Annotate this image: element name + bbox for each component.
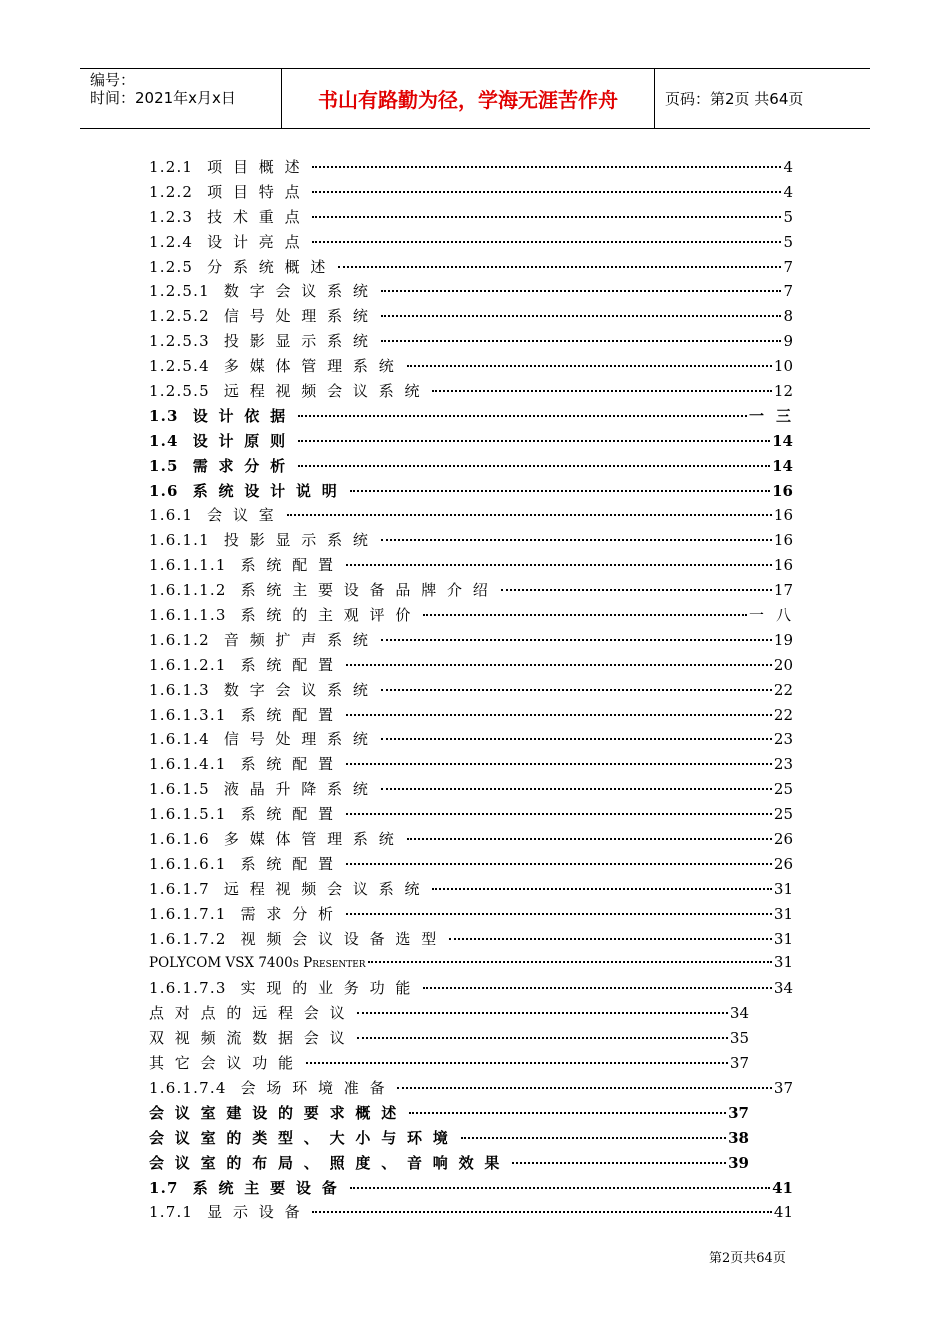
toc-entry[interactable]: [149, 1152, 793, 1177]
toc-entry-text: 系统配置: [240, 805, 344, 824]
toc-entry-page: 39: [728, 1153, 749, 1172]
toc-entry-title: [149, 181, 310, 202]
toc-entry-text: 音频扩声系统: [223, 630, 379, 649]
toc-entry[interactable]: [149, 231, 793, 256]
toc-entry-title: [149, 455, 296, 476]
toc-entry-title: [149, 355, 405, 376]
toc-entry[interactable]: [149, 305, 793, 330]
toc-entry[interactable]: [149, 529, 793, 554]
toc-entry-title: [149, 1152, 510, 1173]
header-meta: [80, 69, 282, 128]
toc-entry[interactable]: [149, 455, 793, 480]
toc-entry-title: [149, 803, 344, 824]
toc-entry-page: 7: [783, 257, 793, 276]
toc-entry[interactable]: [149, 206, 793, 231]
toc-entry-number: 1.7.1: [149, 1203, 194, 1222]
toc-entry[interactable]: [149, 679, 793, 704]
toc-entry[interactable]: [149, 1177, 793, 1202]
toc-entry-page: 31: [773, 879, 793, 898]
toc-entry-title: [149, 928, 447, 949]
header-page-info: 页码：第2页 共64页: [665, 90, 804, 108]
toc-entry-page: 25: [773, 780, 793, 799]
toc-entry-page: 10: [773, 357, 793, 376]
toc-entry-number: 1.2.5.3: [149, 332, 210, 351]
toc-entry-page: 34: [773, 979, 793, 998]
toc-entry-page: 37: [729, 1054, 749, 1073]
toc-entry-title: [149, 529, 379, 550]
toc-entry[interactable]: [149, 181, 793, 206]
toc-entry-title: [149, 206, 310, 227]
toc-entry-number: 1.6.1.1.2: [149, 581, 227, 600]
toc-entry-number: 1.6.1.7: [149, 879, 210, 898]
toc-entry-page: 41: [772, 1178, 793, 1197]
toc-entry-text: 系统配置: [240, 705, 344, 724]
toc-entry-text: 远程视频会议系统: [223, 879, 431, 898]
toc-entry-title: [149, 753, 344, 774]
toc-dot-leader: [397, 1087, 772, 1089]
toc-dot-leader: [312, 1211, 772, 1213]
toc-entry-page: 8: [783, 307, 793, 326]
toc-entry-page: 22: [773, 705, 793, 724]
toc-entry-page: 16: [772, 481, 793, 500]
toc-entry-number: 1.2.5: [149, 257, 194, 276]
toc-entry-title: [149, 256, 336, 277]
toc-entry[interactable]: [149, 753, 793, 778]
toc-entry-text: 数字会议系统: [223, 680, 379, 699]
toc-entry[interactable]: [149, 480, 793, 505]
toc-entry[interactable]: [149, 928, 793, 953]
toc-entry-text: 系统配置: [240, 854, 344, 873]
toc-entry[interactable]: [149, 1127, 793, 1152]
toc-entry-page: 23: [773, 730, 793, 749]
toc-entry-text: 设计依据: [192, 406, 296, 425]
toc-dot-leader: [338, 266, 781, 268]
toc-entry-text: POLYCOM VSX 7400s Presenter: [149, 954, 366, 971]
toc-dot-leader: [407, 365, 772, 367]
toc-dot-leader: [346, 763, 772, 765]
toc-entry-text: 设计原则: [192, 431, 296, 450]
toc-entry-number: 1.6.1.4.1: [149, 755, 227, 774]
toc-entry-number: 1.2.4: [149, 232, 194, 251]
toc-dot-leader: [346, 714, 772, 716]
toc-entry-title: [149, 1177, 348, 1198]
toc-entry-number: 1.2.2: [149, 182, 194, 201]
toc-entry-text: 双视频流数据会议: [149, 1029, 356, 1048]
toc-entry-page: 26: [773, 854, 793, 873]
toc-entry-title: [149, 1201, 310, 1222]
toc-entry-page: 14: [772, 431, 793, 450]
toc-entry[interactable]: [149, 604, 803, 629]
toc-entry-page: 5: [783, 232, 793, 251]
toc-entry-page: 4: [783, 158, 793, 176]
toc-entry-title: [149, 778, 379, 799]
toc-entry-title: [149, 878, 430, 899]
toc-entry-title: [149, 380, 430, 401]
toc-entry[interactable]: [149, 156, 793, 181]
toc-dot-leader: [381, 290, 782, 292]
toc-entry-title: [149, 231, 310, 252]
toc-dot-leader: [346, 564, 772, 566]
toc-entry-number: 1.2.5.1: [149, 282, 210, 301]
toc-dot-leader: [423, 614, 747, 616]
toc-dot-leader: [306, 1062, 728, 1064]
toc-entry-text: 会议室: [207, 506, 285, 525]
toc-entry-number: 1.6.1.3: [149, 680, 210, 699]
toc-entry-text: 多媒体管理系统: [223, 357, 405, 376]
toc-dot-leader: [381, 738, 772, 740]
toc-entry-title: [149, 704, 344, 725]
toc-entry-number: 1.2.1: [149, 158, 194, 176]
toc-entry-number: 1.2.3: [149, 207, 194, 226]
toc-entry-text: 实现的业务功能: [240, 979, 422, 998]
toc-entry[interactable]: [149, 953, 793, 978]
toc-entry-title: [149, 977, 421, 998]
toc-entry[interactable]: [149, 853, 793, 878]
toc-entry-text: 会场环境准备: [240, 1078, 396, 1097]
toc-entry-number: 1.6.1.7.4: [149, 1078, 227, 1097]
toc-entry-number: 1.6.1.5.1: [149, 805, 227, 824]
toc-dot-leader: [298, 440, 770, 442]
toc-dot-leader: [381, 689, 772, 691]
toc-entry[interactable]: [149, 654, 793, 679]
toc-dot-leader: [381, 340, 782, 342]
toc-dot-leader: [287, 514, 772, 516]
toc-dot-leader: [381, 639, 772, 641]
toc-entry-title: [149, 853, 344, 874]
toc-entry-page: 一三: [748, 406, 803, 425]
toc-entry-number: 1.6.1.2: [149, 630, 210, 649]
toc-dot-leader: [346, 813, 772, 815]
toc-entry[interactable]: [149, 280, 793, 305]
toc-dot-leader: [312, 241, 781, 243]
toc-entry-number: 1.6: [149, 481, 179, 500]
toc-entry-text: 会议室的布局、照度、音响效果: [149, 1153, 511, 1172]
toc-entry-text: 项目特点: [207, 182, 311, 201]
toc-dot-leader: [346, 863, 772, 865]
toc-entry-title: [149, 953, 366, 971]
toc-dot-leader: [312, 216, 781, 218]
toc-entry-page: 7: [783, 282, 793, 301]
toc-entry-number: 1.6.1.7.1: [149, 904, 227, 923]
toc-entry-number: 1.7: [149, 1178, 179, 1197]
toc-dot-leader: [312, 191, 781, 193]
toc-entry-number: 1.5: [149, 456, 179, 475]
toc-entry-title: [149, 280, 379, 301]
toc-entry-page: 一八: [748, 606, 803, 625]
toc-entry[interactable]: [149, 828, 793, 853]
toc-entry-number: 1.6.1.1.3: [149, 606, 227, 625]
toc-entry-number: 1.3: [149, 406, 179, 425]
toc-entry-number: 1.6.1.5: [149, 780, 210, 799]
toc-entry-page: 12: [773, 382, 793, 401]
toc-entry[interactable]: [149, 1077, 793, 1102]
toc-entry-page: 20: [773, 655, 793, 674]
toc-entry[interactable]: [149, 878, 793, 903]
toc-entry[interactable]: [149, 554, 793, 579]
toc-entry-page: 41: [773, 1203, 793, 1222]
toc-entry-text: 系统主要设备品牌介绍: [240, 581, 499, 600]
toc-dot-leader: [346, 664, 772, 666]
toc-entry-number: 1.6.1.7.3: [149, 979, 227, 998]
toc-entry-text: 视频会议设备选型: [240, 929, 447, 948]
toc-entry-title: [149, 679, 379, 700]
toc-entry-text: 技术重点: [207, 207, 311, 226]
toc-entry-page: 37: [773, 1078, 793, 1097]
toc-entry-number: 1.6.1.6: [149, 830, 210, 849]
toc-dot-leader: [407, 838, 772, 840]
toc-entry-page: 9: [783, 332, 793, 351]
toc-entry-title: [149, 554, 344, 575]
toc-entry-title: [149, 579, 499, 600]
toc-entry-title: [149, 1077, 395, 1098]
toc-entry-text: 系统主要设备: [192, 1178, 348, 1197]
toc-dot-leader: [461, 1137, 727, 1139]
toc-entry-page: 35: [729, 1029, 749, 1048]
toc-entry-page: 16: [773, 556, 793, 575]
toc-entry[interactable]: [149, 728, 793, 753]
toc-entry-title: [149, 728, 379, 749]
toc-entry-text: 系统的主观评价: [240, 606, 422, 625]
toc-entry-page: 38: [728, 1128, 749, 1147]
toc-dot-leader: [298, 415, 747, 417]
toc-entry-text: 液晶升降系统: [223, 780, 379, 799]
toc-entry-title: [149, 1127, 459, 1148]
toc-dot-leader: [381, 788, 772, 790]
toc-entry-text: 会议室的类型、大小与环境: [149, 1128, 459, 1147]
toc-entry[interactable]: [149, 355, 793, 380]
toc-entry-text: 其它会议功能: [149, 1054, 304, 1073]
toc-entry-title: [149, 1052, 304, 1073]
toc-entry-number: 1.2.5.2: [149, 307, 210, 326]
toc-entry-title: [149, 405, 296, 426]
toc-entry[interactable]: [149, 405, 803, 430]
toc-entry-number: 1.4: [149, 431, 179, 450]
toc-entry[interactable]: [149, 778, 793, 803]
toc-entry[interactable]: [149, 629, 793, 654]
toc-dot-leader: [312, 166, 781, 168]
toc-entry-title: [149, 480, 348, 501]
toc-entry-page: 5: [783, 207, 793, 226]
toc-entry[interactable]: [149, 704, 793, 729]
toc-entry-number: 1.6.1.3.1: [149, 705, 227, 724]
toc-entry-text: 需求分析: [240, 904, 344, 923]
toc-entry-page: 25: [773, 805, 793, 824]
time-label: 时间：2021年x月x日: [90, 89, 236, 107]
toc-entry-text: 数字会议系统: [223, 282, 379, 301]
toc-entry[interactable]: [149, 977, 793, 1002]
toc-entry-number: 1.6.1.2.1: [149, 655, 227, 674]
toc-entry[interactable]: [149, 430, 793, 455]
toc-dot-leader: [357, 1012, 728, 1014]
toc-entry[interactable]: [149, 256, 793, 281]
toc-entry-title: [149, 654, 344, 675]
toc-entry-text: 投影显示系统: [223, 332, 379, 351]
toc-entry-title: [149, 1027, 355, 1048]
table-of-contents: [149, 156, 803, 1226]
toc-dot-leader: [357, 1037, 728, 1039]
toc-dot-leader: [368, 961, 772, 963]
toc-entry-page: 19: [773, 630, 793, 649]
toc-entry-page: 16: [773, 531, 793, 550]
toc-entry-title: [149, 305, 379, 326]
toc-dot-leader: [346, 913, 772, 915]
footer-page-number: 第2页共64页: [709, 1251, 786, 1266]
toc-entry-text: 设计亮点: [207, 232, 311, 251]
toc-entry-text: 显示设备: [207, 1203, 311, 1222]
toc-entry-title: [149, 828, 405, 849]
page-header: [80, 68, 870, 129]
code-label: 编号：: [90, 71, 136, 89]
toc-entry-text: 信号处理系统: [223, 730, 379, 749]
toc-entry[interactable]: [149, 1052, 793, 1077]
toc-entry-page: 23: [773, 755, 793, 774]
toc-entry-title: [149, 604, 421, 625]
toc-entry-text: 会议室建设的要求概述: [149, 1103, 408, 1122]
toc-entry-page: 37: [728, 1103, 749, 1122]
toc-entry-text: 远程视频会议系统: [223, 382, 431, 401]
toc-entry[interactable]: [149, 1201, 793, 1226]
toc-entry-page: 17: [773, 581, 793, 600]
toc-entry-number: 1.6.1.7.2: [149, 929, 227, 948]
toc-entry-text: 项目概述: [207, 158, 311, 176]
toc-dot-leader: [512, 1162, 726, 1164]
toc-dot-leader: [350, 490, 771, 492]
toc-dot-leader: [423, 987, 772, 989]
toc-entry-text: 系统配置: [240, 755, 344, 774]
toc-entry-number: 1.6.1.4: [149, 730, 210, 749]
toc-entry-page: 31: [773, 904, 793, 923]
toc-dot-leader: [381, 539, 772, 541]
toc-entry[interactable]: [149, 903, 793, 928]
toc-entry-page: 22: [773, 680, 793, 699]
toc-entry[interactable]: [149, 380, 793, 405]
toc-dot-leader: [432, 888, 772, 890]
toc-dot-leader: [298, 465, 770, 467]
toc-entry-number: 1.6.1.1: [149, 531, 210, 550]
toc-entry-page: 14: [772, 456, 793, 475]
toc-entry-text: 需求分析: [192, 456, 296, 475]
toc-entry-page: 26: [773, 830, 793, 849]
toc-entry-number: 1.6.1.1.1: [149, 556, 227, 575]
toc-entry[interactable]: [149, 579, 793, 604]
header-motto: 书山有路勤为径，学海无涯苦作舟: [282, 69, 655, 128]
toc-entry[interactable]: [149, 803, 793, 828]
toc-entry-page: 34: [729, 1004, 749, 1023]
toc-entry-text: 信号处理系统: [223, 307, 379, 326]
toc-entry-text: 系统配置: [240, 556, 344, 575]
toc-entry-text: 系统配置: [240, 655, 344, 674]
toc-entry[interactable]: [149, 1102, 793, 1127]
toc-entry[interactable]: [149, 504, 793, 529]
toc-entry-text: 点对点的远程会议: [149, 1004, 356, 1023]
toc-entry-page: 16: [773, 506, 793, 525]
toc-entry-title: [149, 1002, 355, 1023]
toc-dot-leader: [501, 589, 772, 591]
toc-entry-number: 1.6.1: [149, 506, 194, 525]
toc-entry-text: 多媒体管理系统: [223, 830, 405, 849]
toc-entry[interactable]: [149, 330, 793, 355]
toc-entry-title: [149, 629, 379, 650]
toc-entry-page: 31: [773, 952, 793, 971]
toc-entry-number: 1.2.5.5: [149, 382, 210, 401]
toc-dot-leader: [449, 938, 772, 940]
toc-entry[interactable]: [149, 1002, 793, 1027]
toc-dot-leader: [350, 1187, 771, 1189]
toc-dot-leader: [381, 315, 782, 317]
toc-entry-title: [149, 156, 310, 177]
toc-dot-leader: [432, 390, 772, 392]
toc-entry-title: [149, 430, 296, 451]
toc-entry-text: 系统设计说明: [192, 481, 348, 500]
toc-entry-page: 4: [783, 182, 793, 201]
toc-entry-title: [149, 504, 285, 525]
toc-entry-title: [149, 330, 379, 351]
toc-entry[interactable]: [149, 1027, 793, 1052]
toc-entry-number: 1.6.1.6.1: [149, 854, 227, 873]
toc-entry-text: 投影显示系统: [223, 531, 379, 550]
toc-entry-number: 1.2.5.4: [149, 357, 210, 376]
toc-dot-leader: [409, 1112, 726, 1114]
toc-entry-page: 31: [773, 929, 793, 948]
toc-entry-title: [149, 1102, 407, 1123]
toc-entry-text: 分系统概述: [207, 257, 337, 276]
toc-entry-title: [149, 903, 344, 924]
